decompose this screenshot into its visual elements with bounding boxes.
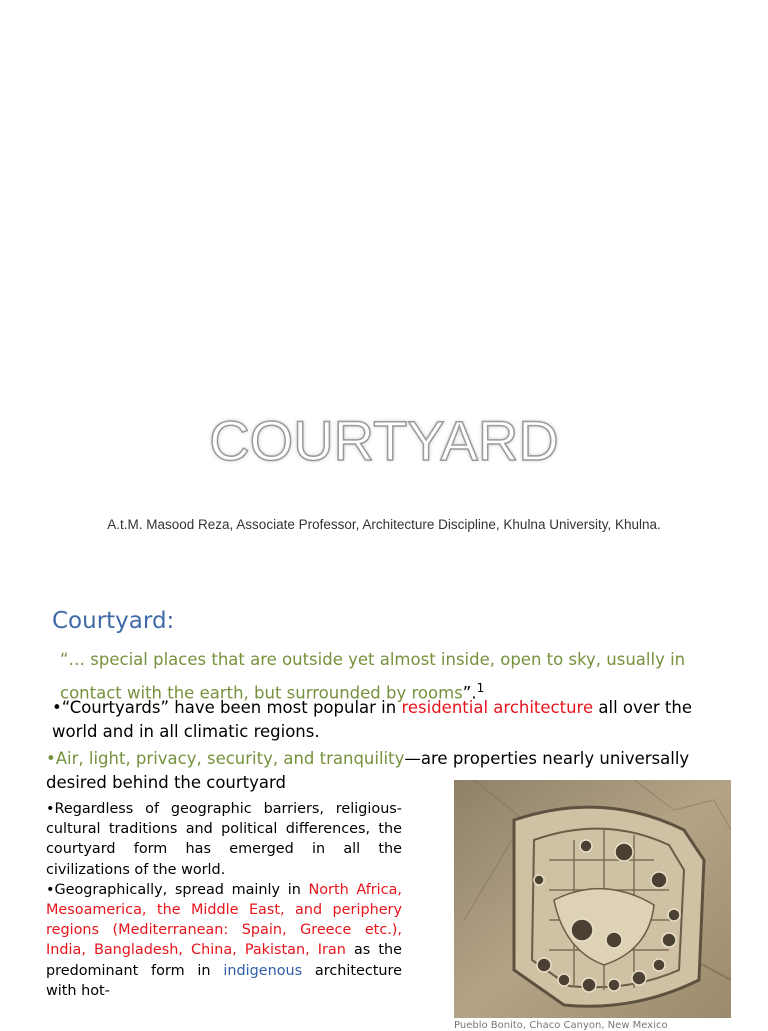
b2-mid: as the predominant form in	[46, 942, 402, 979]
bullet-geographic-barriers: •Regardless of geographic barriers, religious-cultural traditions and political differences, the courtyard form has emerged in all the civilizations of the world.	[46, 801, 402, 878]
b2-start: •Geographically, spread mainly in	[46, 881, 309, 898]
footnote-marker: 1	[476, 681, 485, 695]
author-line: A.t.M. Masood Reza, Associate Professor, Architecture Discipline, Khulna University, Khulna.	[107, 517, 661, 532]
ruins-illustration	[454, 780, 731, 1018]
content-slide	[0, 590, 768, 1031]
slide-title: COURTYARD	[209, 409, 559, 472]
p2-highlight: •Air, light, privacy, security, and tranquility	[46, 749, 405, 768]
p1-start: •“Courtyards” have been most popular in	[52, 698, 402, 717]
p1-end: all over the world and in all climatic regions.	[52, 698, 693, 741]
quote-text: “… special places that are outside yet almost inside, open to sky, usually in contact with the earth, but surrounded by rooms	[60, 650, 686, 703]
aerial-courtyard-photo	[454, 780, 731, 1018]
bullet-geographic-spread	[46, 880, 402, 1001]
bullet-list	[46, 799, 402, 1001]
p2-end: —are properties nearly universally desired behind the courtyard	[46, 749, 690, 792]
b2-indigenous: indigenous	[223, 962, 303, 979]
slide-heading: Courtyard:	[52, 608, 175, 634]
popularity-paragraph	[52, 696, 722, 744]
photo-caption: Pueblo Bonito, Chaco Canyon, New Mexico	[454, 1020, 668, 1031]
b2-regions: North Africa, Mesoamerica, the Middle East, and periphery regions (Mediterranean: Spain, Greece etc.), India, Bangladesh, China, Pakistan, Iran	[46, 881, 402, 959]
p1-highlight: residential architecture	[401, 698, 594, 717]
quote-end: ”.	[462, 683, 477, 703]
b2-end: architecture with hot-	[46, 962, 403, 999]
